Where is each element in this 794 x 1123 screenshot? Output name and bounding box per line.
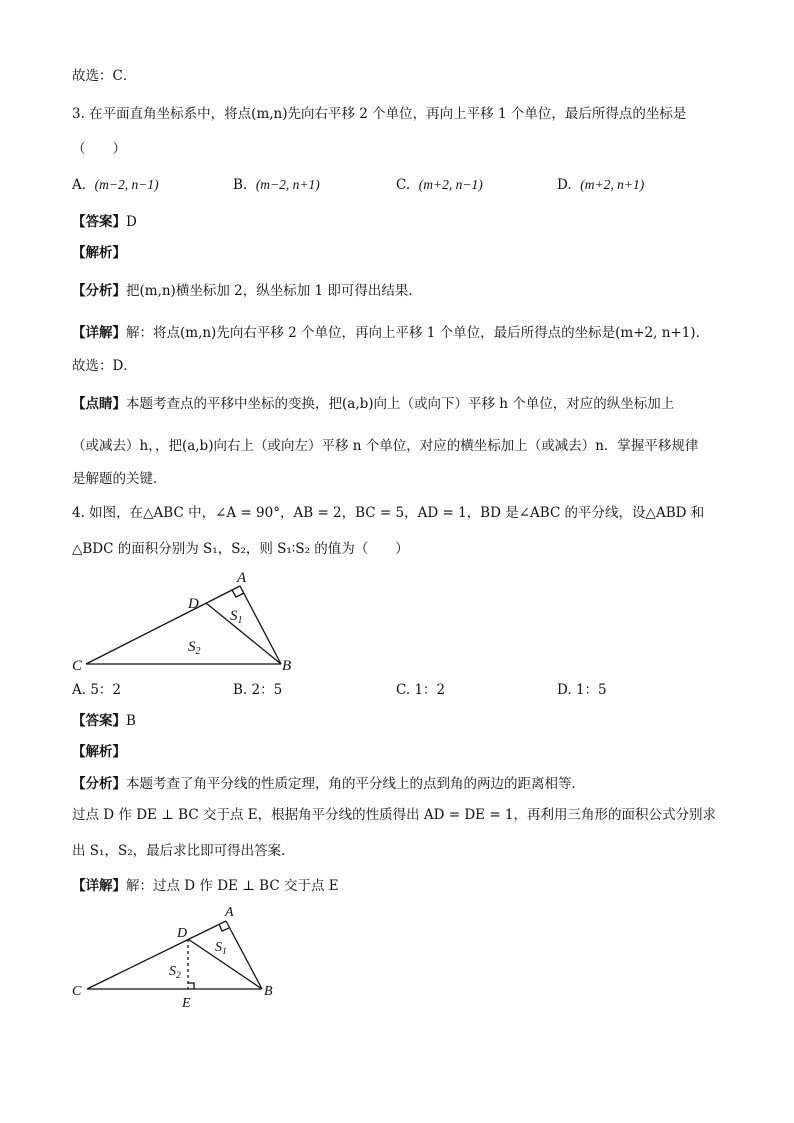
answer-value: D <box>126 214 137 230</box>
question-4-stem: 4. 如图，在△ABC 中，∠A = 90°，AB = 2，BC = 5，AD = 1，BD 是∠ABC 的平分线，设△ABD 和 <box>72 505 705 521</box>
answer-row <box>72 212 137 232</box>
xiangjie-row <box>72 323 709 343</box>
answer-line: 故选：C． <box>72 68 137 84</box>
label-b: B <box>264 984 273 999</box>
question-3-stem: 3. 在平面直角坐标系中，将点(m,n)先向右平移 2 个单位，再向上平移 1 个单位，最后所得点的坐标是 <box>72 106 687 122</box>
right-angle-mark-e <box>188 983 194 989</box>
xiangjie-tag-4: 【详解】 <box>72 878 126 894</box>
label-c: C <box>72 984 82 999</box>
label-s1: $S_1$ <box>230 608 243 626</box>
segment-ca <box>87 921 226 989</box>
label-d: D <box>177 926 188 941</box>
segment-ab <box>240 586 281 664</box>
label-s1: $S_1$ <box>215 940 227 957</box>
option-d: D. (m+2, n+1) <box>557 177 645 193</box>
label-e: E <box>182 996 191 1011</box>
triangle-figure-1 <box>60 565 320 680</box>
dianjing-row <box>72 394 674 414</box>
dianjing-text-3: 是解题的关键． <box>72 471 167 487</box>
xiangjie-text: 解：将点(m,n)先向右平移 2 个单位，再向上平移 1 个单位，最后所得点的坐标是(m+2, n+1)． <box>126 325 710 341</box>
fenxi-row <box>72 281 422 301</box>
segment-db <box>206 603 281 664</box>
question-4-stem-2: △BDC 的面积分别为 S₁，S₂，则 S₁∶S₂ 的值为（ ） <box>72 541 409 557</box>
fenxi-tag-4: 【分析】 <box>72 776 126 792</box>
xiangjie-text-4: 解：过点 D 作 DE ⊥ BC 交于点 E <box>126 878 339 894</box>
choose-line: 故选：D． <box>72 358 137 374</box>
label-s2: $S_2$ <box>188 639 201 657</box>
dianjing-text-1: 本题考查点的平移中坐标的变换，把(a,b)向上（或向下）平移 h 个单位，对应的纵坐标加上 <box>126 396 675 412</box>
fenxi-row-4 <box>72 774 585 794</box>
option-c: C. 1：2 <box>396 682 446 698</box>
label-c: C <box>72 658 83 674</box>
label-d: D <box>188 596 199 612</box>
xiangjie-row-4 <box>72 876 339 896</box>
answer-tag-4: 【答案】 <box>72 713 126 729</box>
method-line-1: 过点 D 作 DE ⊥ BC 交于点 E，根据角平分线的性质得出 AD = DE = 1，再利用三角形的面积公式分别求 <box>72 807 717 823</box>
triangle-figure-2 <box>60 900 320 1012</box>
answer-value-4: B <box>126 713 136 729</box>
segment-ab <box>226 921 262 989</box>
label-a: A <box>237 570 247 586</box>
label-a: A <box>225 905 234 920</box>
method-line-2: 出 S₁，S₂，最后求比即可得出答案． <box>72 843 295 859</box>
option-a: A. 5：2 <box>72 682 122 698</box>
option-b: B. 2：5 <box>233 682 283 698</box>
option-b: B. (m−2, n+1) <box>233 177 320 193</box>
option-c: C. (m+2, n−1) <box>396 177 483 193</box>
dianjing-tag: 【点睛】 <box>72 396 126 412</box>
fenxi-tag: 【分析】 <box>72 283 126 299</box>
segment-ca <box>86 586 240 664</box>
analysis-tag-4: 【解析】 <box>72 744 126 760</box>
dianjing-text-2: （或减去）h，，把(a,b)向右上（或向左）平移 n 个单位，对应的横坐标加上（或减去）n．掌握平移规律 <box>72 438 699 454</box>
option-a: A. (m−2, n−1) <box>72 177 159 193</box>
fenxi-text-4: 本题考查了角平分线的性质定理，角的平分线上的点到角的两边的距离相等． <box>126 776 585 792</box>
xiangjie-tag: 【详解】 <box>72 325 126 341</box>
label-s2: $S_2$ <box>169 964 181 981</box>
answer-row-4 <box>72 711 136 731</box>
analysis-tag: 【解析】 <box>72 245 126 261</box>
option-d: D. 1：5 <box>557 682 607 698</box>
label-b: B <box>282 658 292 674</box>
fenxi-text: 把(m,n)横坐标加 2，纵坐标加 1 即可得出结果． <box>126 283 422 299</box>
answer-tag: 【答案】 <box>72 214 126 230</box>
question-3-stem-bracket: （ ） <box>72 141 126 157</box>
